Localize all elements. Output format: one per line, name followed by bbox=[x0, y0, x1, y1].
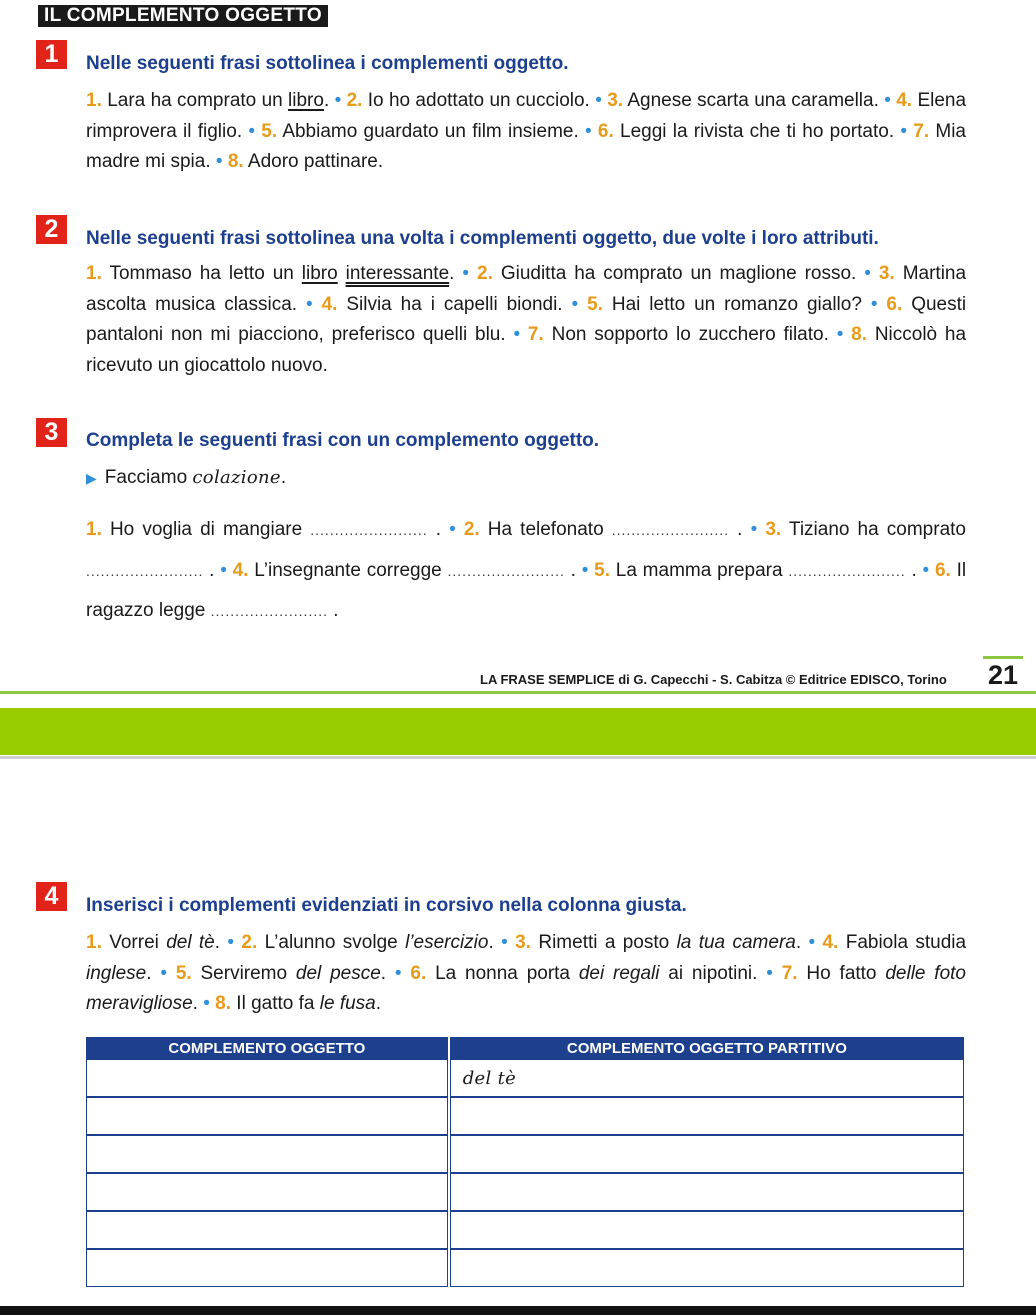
answer-table bbox=[84, 1037, 966, 1287]
answer-cell[interactable] bbox=[450, 1135, 964, 1173]
double-underlined-attribute: interessante bbox=[345, 263, 450, 284]
exercise-3-text: 1. Ho voglia di mangiare ........................ . • 2. Ha telefonato ........................ . • 3. Tiziano ha comprato ........................ . • 4. L’insegnante corregge ........................ . • 5. La mamma prepara ........................ . • 6. Il ragazzo legge ........................ . bbox=[86, 519, 967, 621]
blank-line: ........................ bbox=[86, 562, 204, 579]
exercise-1-title: Nelle seguenti frasi sottolinea i complementi oggetto. bbox=[86, 53, 569, 74]
answer-cell[interactable] bbox=[450, 1097, 964, 1135]
table-row bbox=[86, 1211, 964, 1249]
table-row bbox=[86, 1249, 964, 1287]
footer-credit: LA FRASE SEMPLICE di G. Capecchi - S. Cabitza © Editrice EDISCO, Torino bbox=[480, 672, 947, 687]
blank-line: ........................ bbox=[447, 562, 565, 579]
blank-line: ........................ bbox=[210, 603, 329, 619]
handwritten-answer: colazione bbox=[192, 467, 281, 488]
answer-cell[interactable]: del tè bbox=[450, 1059, 964, 1097]
exercise-3-example: ▶ Facciamo colazione. bbox=[86, 467, 287, 488]
exercise-4-number: 4 bbox=[36, 882, 67, 911]
answer-cell[interactable] bbox=[86, 1059, 448, 1097]
exercise-1-number: 1 bbox=[36, 40, 67, 69]
exercise-4-text: 1. Vorrei del tè. • 2. L’alunno svolge l’esercizio. • 3. Rimetti a posto la tua camera. • 4. Fabiola studia inglese. • 5. Serviremo del pesce. • 6. La nonna porta dei regali ai nipotini. • 7. Ho fatto delle foto meravigliose. • 8. Il gatto fa le fusa. bbox=[86, 932, 967, 1014]
exercise-4-title: Inserisci i complementi evidenziati in corsivo nella colonna giusta. bbox=[86, 895, 687, 916]
column-header-complemento-oggetto: COMPLEMENTO OGGETTO bbox=[86, 1037, 448, 1059]
page-bottom-band bbox=[0, 708, 1036, 755]
exercise-3-title: Completa le seguenti frasi con un complemento oggetto. bbox=[86, 430, 600, 451]
scan-bottom-edge bbox=[0, 1306, 1036, 1315]
answer-cell[interactable] bbox=[86, 1211, 448, 1249]
table-row bbox=[86, 1135, 964, 1173]
underlined-answer: libro bbox=[288, 90, 324, 111]
answer-cell[interactable] bbox=[86, 1173, 448, 1211]
table-row bbox=[86, 1173, 964, 1211]
page-number: 21 bbox=[983, 656, 1023, 691]
answer-cell[interactable] bbox=[86, 1135, 448, 1173]
exercise-2-title: Nelle seguenti frasi sottolinea una volta i complementi oggetto, due volte i loro attributi. bbox=[86, 228, 879, 249]
arrow-icon: ▶ bbox=[86, 470, 97, 486]
answer-cell[interactable] bbox=[86, 1097, 448, 1135]
exercise-2-text: 1. Tommaso ha letto un libro interessante. • 2. Giuditta ha comprato un maglione rosso. • 3. Martina ascolta musica classica. • 4. Silvia ha i capelli biondi. • 5. Hai letto un romanzo giallo? • 6. Questi pantaloni non mi piacciono, preferisco quelli blu. • 7. Non sopporto lo zucchero filato. • 8. Niccolò ha ricevuto un giocattolo nuovo. bbox=[86, 263, 967, 376]
answer-cell[interactable] bbox=[86, 1249, 448, 1287]
blank-line: ........................ bbox=[310, 522, 428, 538]
exercise-3-number: 3 bbox=[36, 418, 67, 447]
exercise-1-text: 1. Lara ha comprato un libro. • 2. Io ho adottato un cucciolo. • 3. Agnese scarta una caramella. • 4. Elena rimprovera il figlio. • 5. Abbiamo guardato un film insieme. • 6. Leggi la rivista che ti ho portato. • 7. Mia madre mi spia. • 8. Adoro pattinare. bbox=[86, 90, 967, 172]
blank-line: ........................ bbox=[788, 562, 906, 579]
exercise-2-number: 2 bbox=[36, 215, 67, 244]
answer-cell[interactable] bbox=[450, 1173, 964, 1211]
table-row bbox=[86, 1059, 964, 1097]
underlined-object: libro bbox=[301, 263, 338, 284]
table-row bbox=[86, 1097, 964, 1135]
column-header-partitivo: COMPLEMENTO OGGETTO PARTITIVO bbox=[450, 1037, 964, 1059]
footer-divider bbox=[0, 691, 1036, 694]
answer-cell[interactable] bbox=[450, 1211, 964, 1249]
section-title: IL COMPLEMENTO OGGETTO bbox=[38, 5, 328, 27]
blank-line: ........................ bbox=[611, 522, 730, 538]
answer-cell[interactable] bbox=[450, 1249, 964, 1287]
page-separator bbox=[0, 756, 1036, 759]
